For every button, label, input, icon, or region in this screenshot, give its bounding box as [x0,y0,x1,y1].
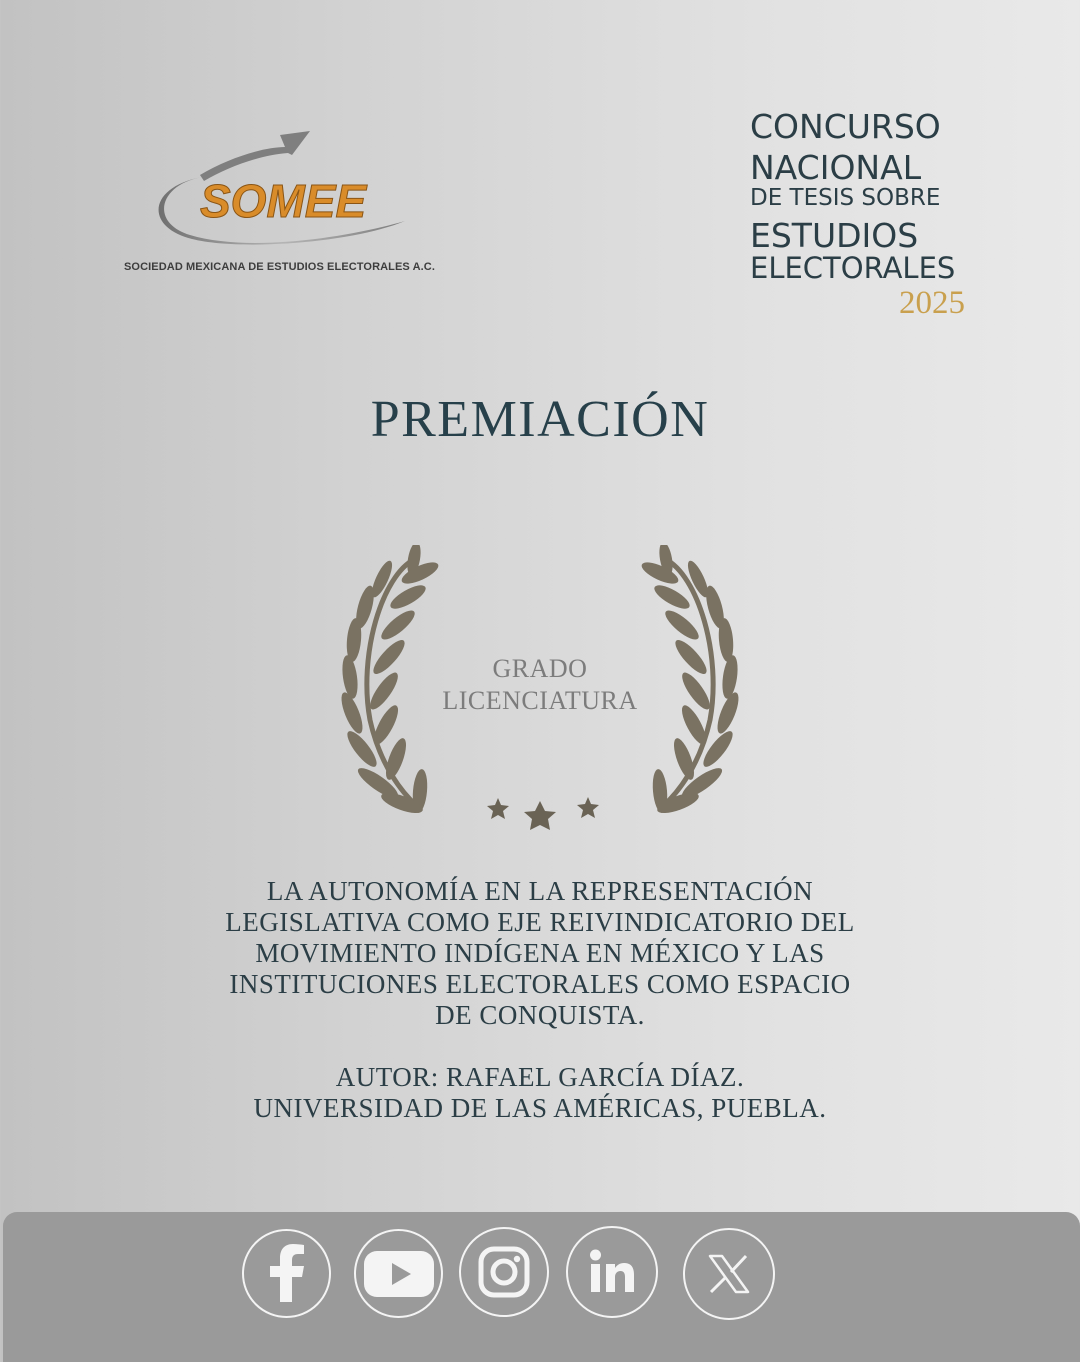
somee-swoosh-icon [120,125,450,260]
thesis-block [180,876,900,1124]
thesis-line: INSTITUCIONES ELECTORALES COMO ESPACIO [229,969,851,999]
rating-stars [487,797,599,830]
thesis-line: LEGISLATIVA COMO EJE REIVINDICATORIO DEL [225,907,855,937]
x-icon [707,1254,751,1294]
linkedin-button[interactable] [566,1226,658,1318]
grade-level: LICENCIATURA [442,686,638,715]
thesis-line: MOVIMIENTO INDÍGENA EN MÉXICO Y LAS [255,938,825,968]
grade-label: GRADO [492,654,588,683]
instagram-icon [477,1245,531,1299]
instagram-button[interactable] [459,1227,549,1317]
contest-year: 2025 [899,285,965,321]
thesis-author: AUTOR: RAFAEL GARCÍA DÍAZ. [335,1062,745,1092]
thesis-institution: UNIVERSIDAD DE LAS AMÉRICAS, PUEBLA. [253,1093,827,1123]
linkedin-icon [587,1247,637,1297]
youtube-button[interactable] [354,1229,443,1318]
contest-line-3: DE TESIS SOBRE [750,185,941,211]
contest-line-4: ESTUDIOS [750,216,919,255]
thesis-author-block [180,1062,900,1124]
contest-line-2: NACIONAL [750,148,922,187]
facebook-button[interactable] [242,1229,331,1318]
contest-heading [750,107,1000,321]
thesis-title [180,876,900,1031]
logo-brand-text: SOMEE [200,175,367,227]
star-icon [487,798,509,819]
award-badge [320,545,760,845]
contest-line-5: ELECTORALES [750,251,956,285]
logo-subtitle: SOCIEDAD MEXICANA DE ESTUDIOS ELECTORALES A.C. [124,261,435,273]
x-button[interactable] [683,1228,775,1320]
youtube-icon [363,1248,435,1300]
contest-line-1: CONCURSO [750,107,941,146]
star-icon [577,797,599,818]
page-title: PREMIACIÓN [370,391,710,448]
award-grade [400,653,680,717]
thesis-line: LA AUTONOMÍA EN LA REPRESENTACIÓN [266,876,814,906]
somee-logo [120,125,450,285]
star-icon [524,801,556,830]
social-footer [3,1212,1080,1362]
facebook-icon [262,1244,312,1304]
thesis-line: DE CONQUISTA. [435,1000,645,1030]
